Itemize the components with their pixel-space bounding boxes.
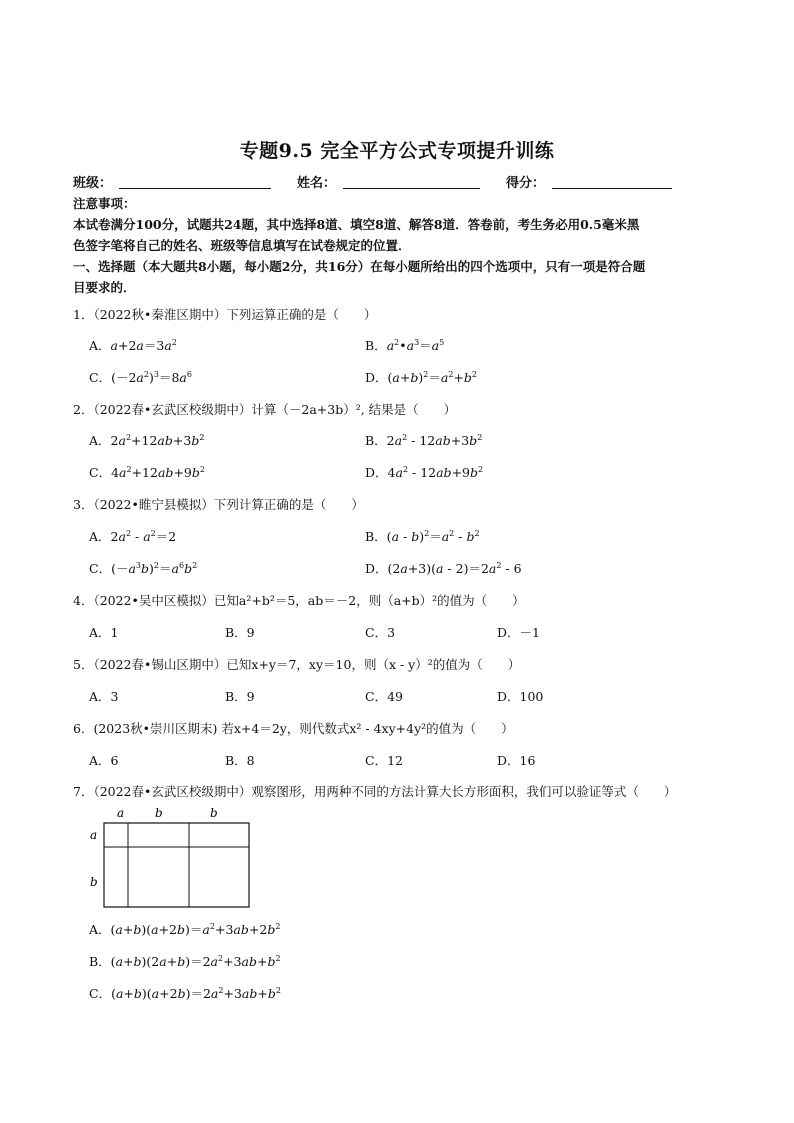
q1-option-c: C．$(-2a^2)^3=8a^6$ bbox=[89, 370, 192, 385]
q2-option-a: A．$2a^2+12ab+3b^2$ bbox=[89, 433, 205, 448]
question-5-stem: 5．（2022春•锡山区期中）已知x+y＝7，xy＝10，则（x - y）²的值为（ ） bbox=[73, 657, 521, 672]
q5-option-b: B．9 bbox=[225, 689, 255, 704]
notice-line-2: 色签字笔将自己的姓名、班级等信息填写在试卷规定的位置． bbox=[73, 238, 411, 253]
diagram-label-left-a: a bbox=[90, 828, 98, 842]
rectangle-diagram bbox=[86, 803, 256, 913]
score-blank bbox=[552, 188, 672, 189]
q3-option-a: A．$2a^2 - a^2=2$ bbox=[89, 529, 177, 544]
class-label: 班级： bbox=[73, 176, 113, 191]
name-label: 姓名： bbox=[297, 176, 337, 191]
section-heading-cont: 目要求的． bbox=[73, 280, 136, 295]
class-blank bbox=[119, 188, 271, 189]
notice-heading: 注意事项： bbox=[73, 196, 136, 211]
score-label: 得分： bbox=[506, 176, 546, 191]
diagram-outer-rect bbox=[104, 823, 249, 907]
question-3-stem: 3．（2022•睢宁县模拟）下列计算正确的是（ ） bbox=[73, 497, 364, 512]
question-1-stem: 1．（2022秋•秦淮区期中）下列运算正确的是（ ） bbox=[73, 307, 377, 322]
q6-option-c: C．12 bbox=[365, 753, 403, 768]
name-blank bbox=[343, 188, 480, 189]
diagram-label-top-b2: b bbox=[210, 806, 218, 820]
q5-option-a: A．3 bbox=[89, 689, 119, 704]
q5-option-c: C．49 bbox=[365, 689, 403, 704]
diagram-label-top-a: a bbox=[117, 806, 125, 820]
notice-line-1: 本试卷满分100分，试题共24题，其中选择8道、填空8道、解答8道．答卷前，考生务必用0.5毫米黑 bbox=[73, 217, 640, 232]
q7-option-a: A．$(a+b)(a+2b)=a^2+3ab+2b^2$ bbox=[89, 922, 281, 937]
q2-option-d: D．$4a^2 - 12ab+9b^2$ bbox=[365, 465, 484, 480]
question-6-stem: 6．(2023秋•崇川区期末) 若x+4＝2y，则代数式x² - 4xy+4y²的值为（ ） bbox=[73, 721, 514, 736]
question-7-stem: 7．（2022春•玄武区校级期中）观察图形，用两种不同的方法计算大长方形面积，我们可以验证等式（ ） bbox=[73, 784, 677, 799]
q6-option-b: B．8 bbox=[225, 753, 255, 768]
q2-option-c: C．$4a^2+12ab+9b^2$ bbox=[89, 465, 205, 480]
q1-option-d: D．$(a+b)^2=a^2+b^2$ bbox=[365, 370, 477, 385]
diagram-label-left-b: b bbox=[90, 875, 98, 889]
q5-option-d: D．100 bbox=[497, 689, 544, 704]
q3-option-d: D．$(2a+3)(a - 2)=2a^2 - 6$ bbox=[365, 561, 522, 576]
q7-option-c: C．$(a+b)(a+2b)=2a^2+3ab+b^2$ bbox=[89, 986, 281, 1001]
q6-option-a: A．6 bbox=[89, 753, 119, 768]
student-info-row bbox=[73, 172, 723, 192]
q1-option-b: B．$a^2•a^3=a^5$ bbox=[365, 338, 445, 353]
q4-option-c: C．3 bbox=[365, 625, 396, 640]
section-heading: 一、选择题（本大题共8小题，每小题2分，共16分）在每小题所给出的四个选项中，只有一项是符合题 bbox=[73, 259, 646, 274]
q1-option-a: A．$a+2a=3a^2$ bbox=[89, 338, 177, 353]
q2-option-b: B．$2a^2 - 12ab+3b^2$ bbox=[365, 433, 483, 448]
question-4-stem: 4．（2022•吴中区模拟）已知a²+b²＝5，ab＝－2，则（a+b）²的值为（ ） bbox=[73, 593, 525, 608]
question-2-stem: 2．（2022春•玄武区校级期中）计算（－2a+3b）², 结果是（ ） bbox=[73, 402, 457, 417]
q4-option-a: A．1 bbox=[89, 625, 119, 640]
q4-option-b: B．9 bbox=[225, 625, 255, 640]
diagram-label-top-b1: b bbox=[155, 806, 163, 820]
q4-option-d: D．－1 bbox=[497, 625, 540, 640]
q3-option-b: B．$(a - b)^2=a^2 - b^2$ bbox=[365, 529, 480, 544]
q7-option-b: B．$(a+b)(2a+b)=2a^2+3ab+b^2$ bbox=[89, 954, 281, 969]
q3-option-c: C．$(-a^3b)^2=a^6b^2$ bbox=[89, 561, 198, 576]
q6-option-d: D．16 bbox=[497, 753, 536, 768]
page-title: 专题9.5 完全平方公式专项提升训练 bbox=[239, 140, 555, 162]
